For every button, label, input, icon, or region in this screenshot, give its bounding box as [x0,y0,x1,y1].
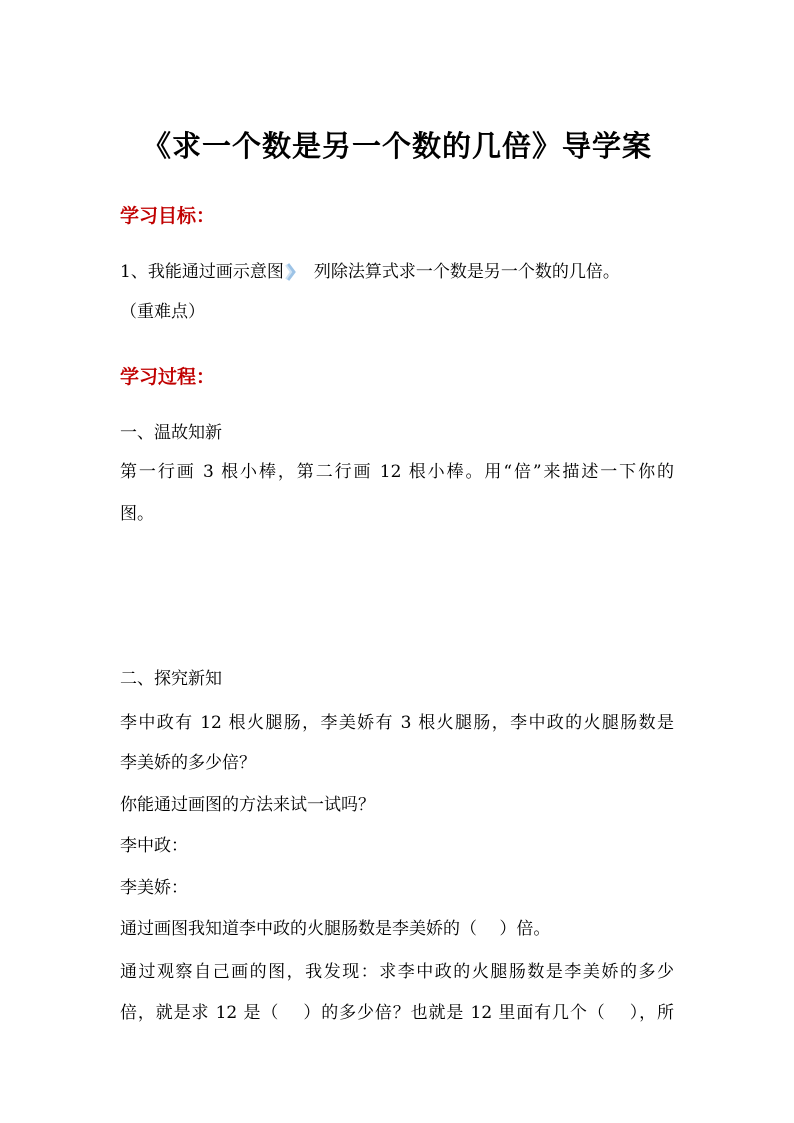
section-2-line-1: 李中政有 12 根火腿肠，李美娇有 3 根火腿肠，李中政的火腿肠数是 [120,713,674,733]
goals-heading: 学习目标： [120,205,216,227]
page-title: 《求一个数是另一个数的几倍》导学案 [141,129,652,163]
section-1-line-2: 图。 [120,504,154,524]
goal-1-text-b: 列除法算式求一个数是另一个数的几倍。 [313,262,620,282]
section-2-line-3: 你能通过画图的方法来试一试吗？ [120,795,375,815]
section-1-heading: 一、温故知新 [120,423,222,443]
section-2-line-4: 通过画图我知道李中政的火腿肠数是李美娇的（ ）倍。 [120,919,551,939]
goal-1-note: （重难点） [120,302,205,322]
label-li-zhongzheng: 李中政： [120,836,188,856]
goal-1-line [120,261,620,283]
section-2-heading: 二、探究新知 [120,669,222,689]
label-li-meijiao: 李美娇： [120,878,188,898]
section-2-line-5: 通过观察自己画的图，我发现：求李中政的火腿肠数是李美娇的多少 [120,962,674,982]
section-2-line-2: 李美娇的多少倍？ [120,753,256,773]
goal-1-text-a: 1、我能通过画示意图 [120,262,284,282]
section-1-line-1: 第一行画 3 根小棒，第二行画 12 根小棒。用“倍”来描述一下你的 [120,462,674,482]
section-2-line-6: 倍，就是求 12 是（ ）的多少倍？也就是 12 里面有几个（ ），所 [120,1003,674,1023]
process-heading: 学习过程： [120,366,216,388]
light-blue-arrow-marker-icon [284,262,314,280]
